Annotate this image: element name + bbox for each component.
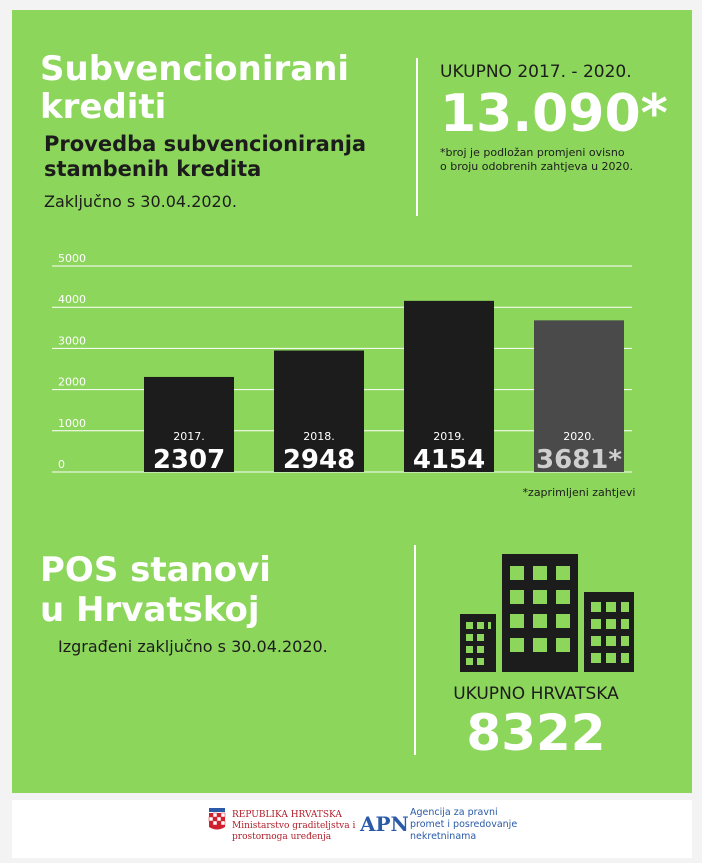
apn-logo: APN [360,812,409,836]
y-tick-label: 2000 [58,375,86,389]
chart-annotation: *zaprimljeni zahtjevi [522,486,636,499]
pos-date: Izgrađeni zaključno s 30.04.2020. [58,637,328,656]
divider-top [416,58,418,216]
bar-value-label: 2307 [152,445,226,475]
credits-date: Zaključno s 30.04.2020. [44,192,237,211]
total-value: 13.090* [440,84,668,144]
agency-logo-text: Agencija za pravni promet i posredovanje nekretninama [410,807,518,842]
bar-value-label: 4154 [412,445,486,475]
buildings-icon [452,552,642,674]
y-tick-label: 4000 [58,293,86,307]
croatia-total-value: 8322 [466,704,606,762]
total-label: UKUPNO 2017. - 2020. [440,62,632,82]
x-category-label: 2019. [433,430,465,443]
croatia-coat-of-arms-icon [208,808,226,832]
bar-value-label: 3681* [536,445,622,475]
y-tick-label: 3000 [58,334,86,348]
section-subtitle-credits: Provedba subvencioniranja stambenih kredita [44,132,367,181]
x-category-label: 2018. [303,430,335,443]
bar-chart [12,248,672,510]
y-tick-label: 5000 [58,252,86,265]
y-tick-label: 1000 [58,416,86,430]
x-category-label: 2017. [173,430,205,443]
bar-value-label: 2948 [282,445,356,475]
section-title-credits: Subvencionirani krediti [40,49,350,127]
section-title-pos: POS stanovi u Hrvatskoj [40,550,271,630]
y-tick-label: 0 [58,458,65,471]
x-category-label: 2020. [563,430,595,443]
croatia-total-label: UKUPNO HRVATSKA [453,684,619,704]
total-note: *broj je podložan promjeni ovisno o broju odobrenih zahtjeva u 2020. [440,146,634,173]
ministry-logo-text: REPUBLIKA HRVATSKA Ministarstvo graditeljstva i prostornoga uređenja [232,810,356,842]
